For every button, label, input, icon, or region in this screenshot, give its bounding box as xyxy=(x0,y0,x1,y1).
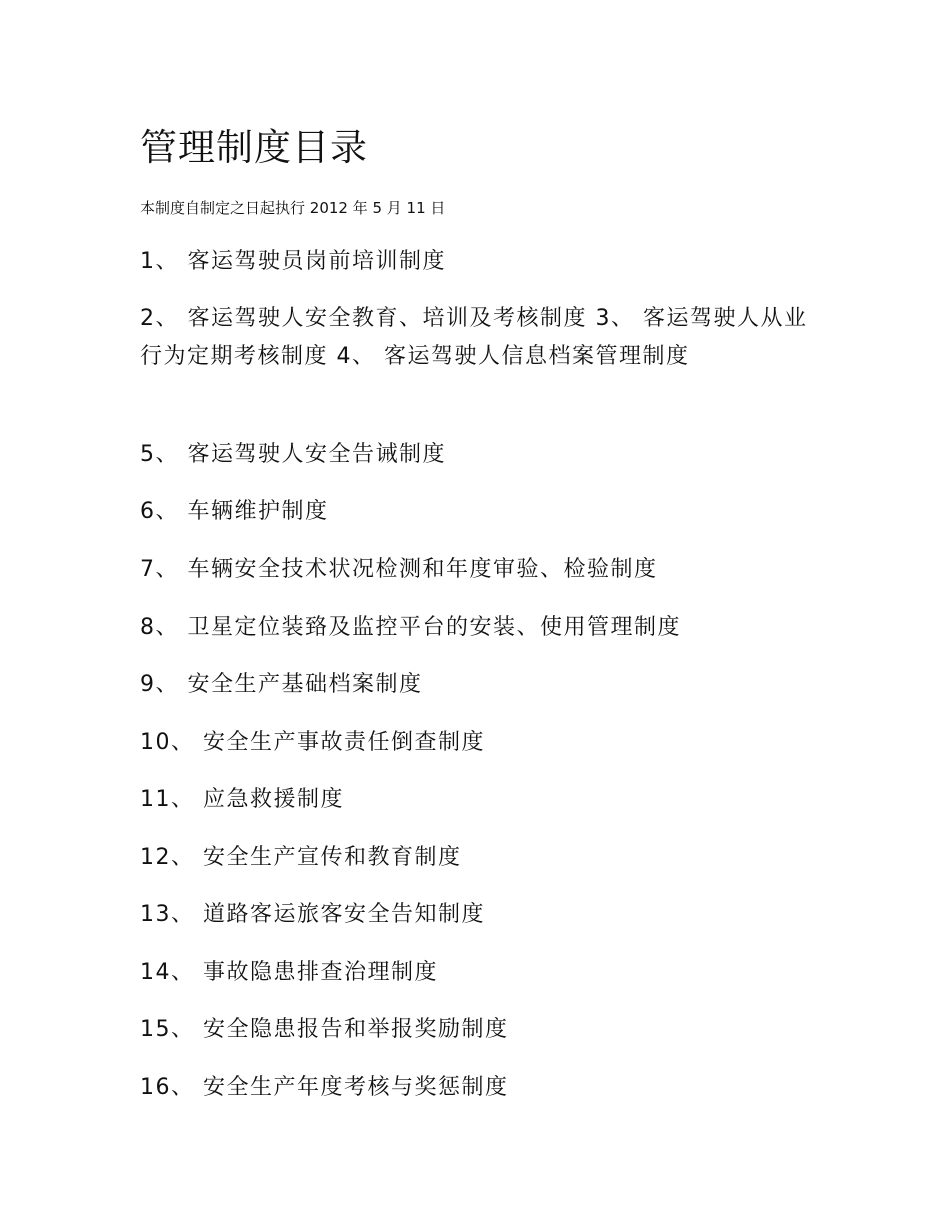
item-text: 车辆维护制度 xyxy=(187,499,329,524)
list-item xyxy=(140,781,344,819)
item-number: 5、 xyxy=(140,442,179,467)
item-text: 客运驾驶人安全告诫制度 xyxy=(187,442,447,467)
item-text: 安全隐患报告和举报奖励制度 xyxy=(203,1017,509,1042)
item-number: 10、 xyxy=(140,730,195,755)
item-text: 应急救援制度 xyxy=(203,787,345,812)
item-number: 11、 xyxy=(140,787,195,812)
list-item xyxy=(140,724,485,762)
list-item xyxy=(140,436,446,474)
item-text: 车辆安全技术状况检测和年度审验、检验制度 xyxy=(187,557,658,582)
item-number: 1、 xyxy=(140,249,179,274)
item-text: 安全生产宣传和教育制度 xyxy=(203,845,462,870)
list-item xyxy=(140,896,485,934)
item-text: 道路客运旅客安全告知制度 xyxy=(203,902,486,927)
list-item xyxy=(140,954,438,992)
page-title: 管理制度目录 xyxy=(140,126,368,169)
item-text: 卫星定位装臵及监控平台的安装、使用管理制度 xyxy=(187,615,682,640)
effective-date-note: 本制度自制定之日起执行 2012 年 5 月 11 日 xyxy=(140,199,446,217)
list-item xyxy=(140,666,423,704)
item-text: 安全生产事故责任倒查制度 xyxy=(203,730,486,755)
item-number: 15、 xyxy=(140,1017,195,1042)
item-number: 13、 xyxy=(140,902,195,927)
item-number: 2、 xyxy=(140,306,179,331)
list-item xyxy=(140,493,329,531)
item-text: 安全生产基础档案制度 xyxy=(187,672,423,697)
item-number: 14、 xyxy=(140,960,195,985)
list-item xyxy=(140,300,820,376)
item-number: 16、 xyxy=(140,1075,195,1100)
item-number: 12、 xyxy=(140,845,195,870)
item-text: 安全生产年度考核与奖惩制度 xyxy=(203,1075,509,1100)
item-number: 6、 xyxy=(140,499,179,524)
list-item xyxy=(140,609,681,647)
list-item xyxy=(140,839,462,877)
item-number: 7、 xyxy=(140,557,179,582)
item-number: 8、 xyxy=(140,615,179,640)
list-item xyxy=(140,551,658,589)
item-number: 9、 xyxy=(140,672,179,697)
list-item xyxy=(140,1011,509,1049)
item-text: 事故隐患排查治理制度 xyxy=(203,960,439,985)
item-text: 客运驾驶人安全教育、培训及考核制度 3、 客运驾驶人从业行为定期考核制度 4、 客运驾驶人信息档案管理制度 xyxy=(140,306,808,369)
item-text: 客运驾驶员岗前培训制度 xyxy=(187,249,447,274)
list-item xyxy=(140,243,446,281)
list-item xyxy=(140,1069,509,1107)
